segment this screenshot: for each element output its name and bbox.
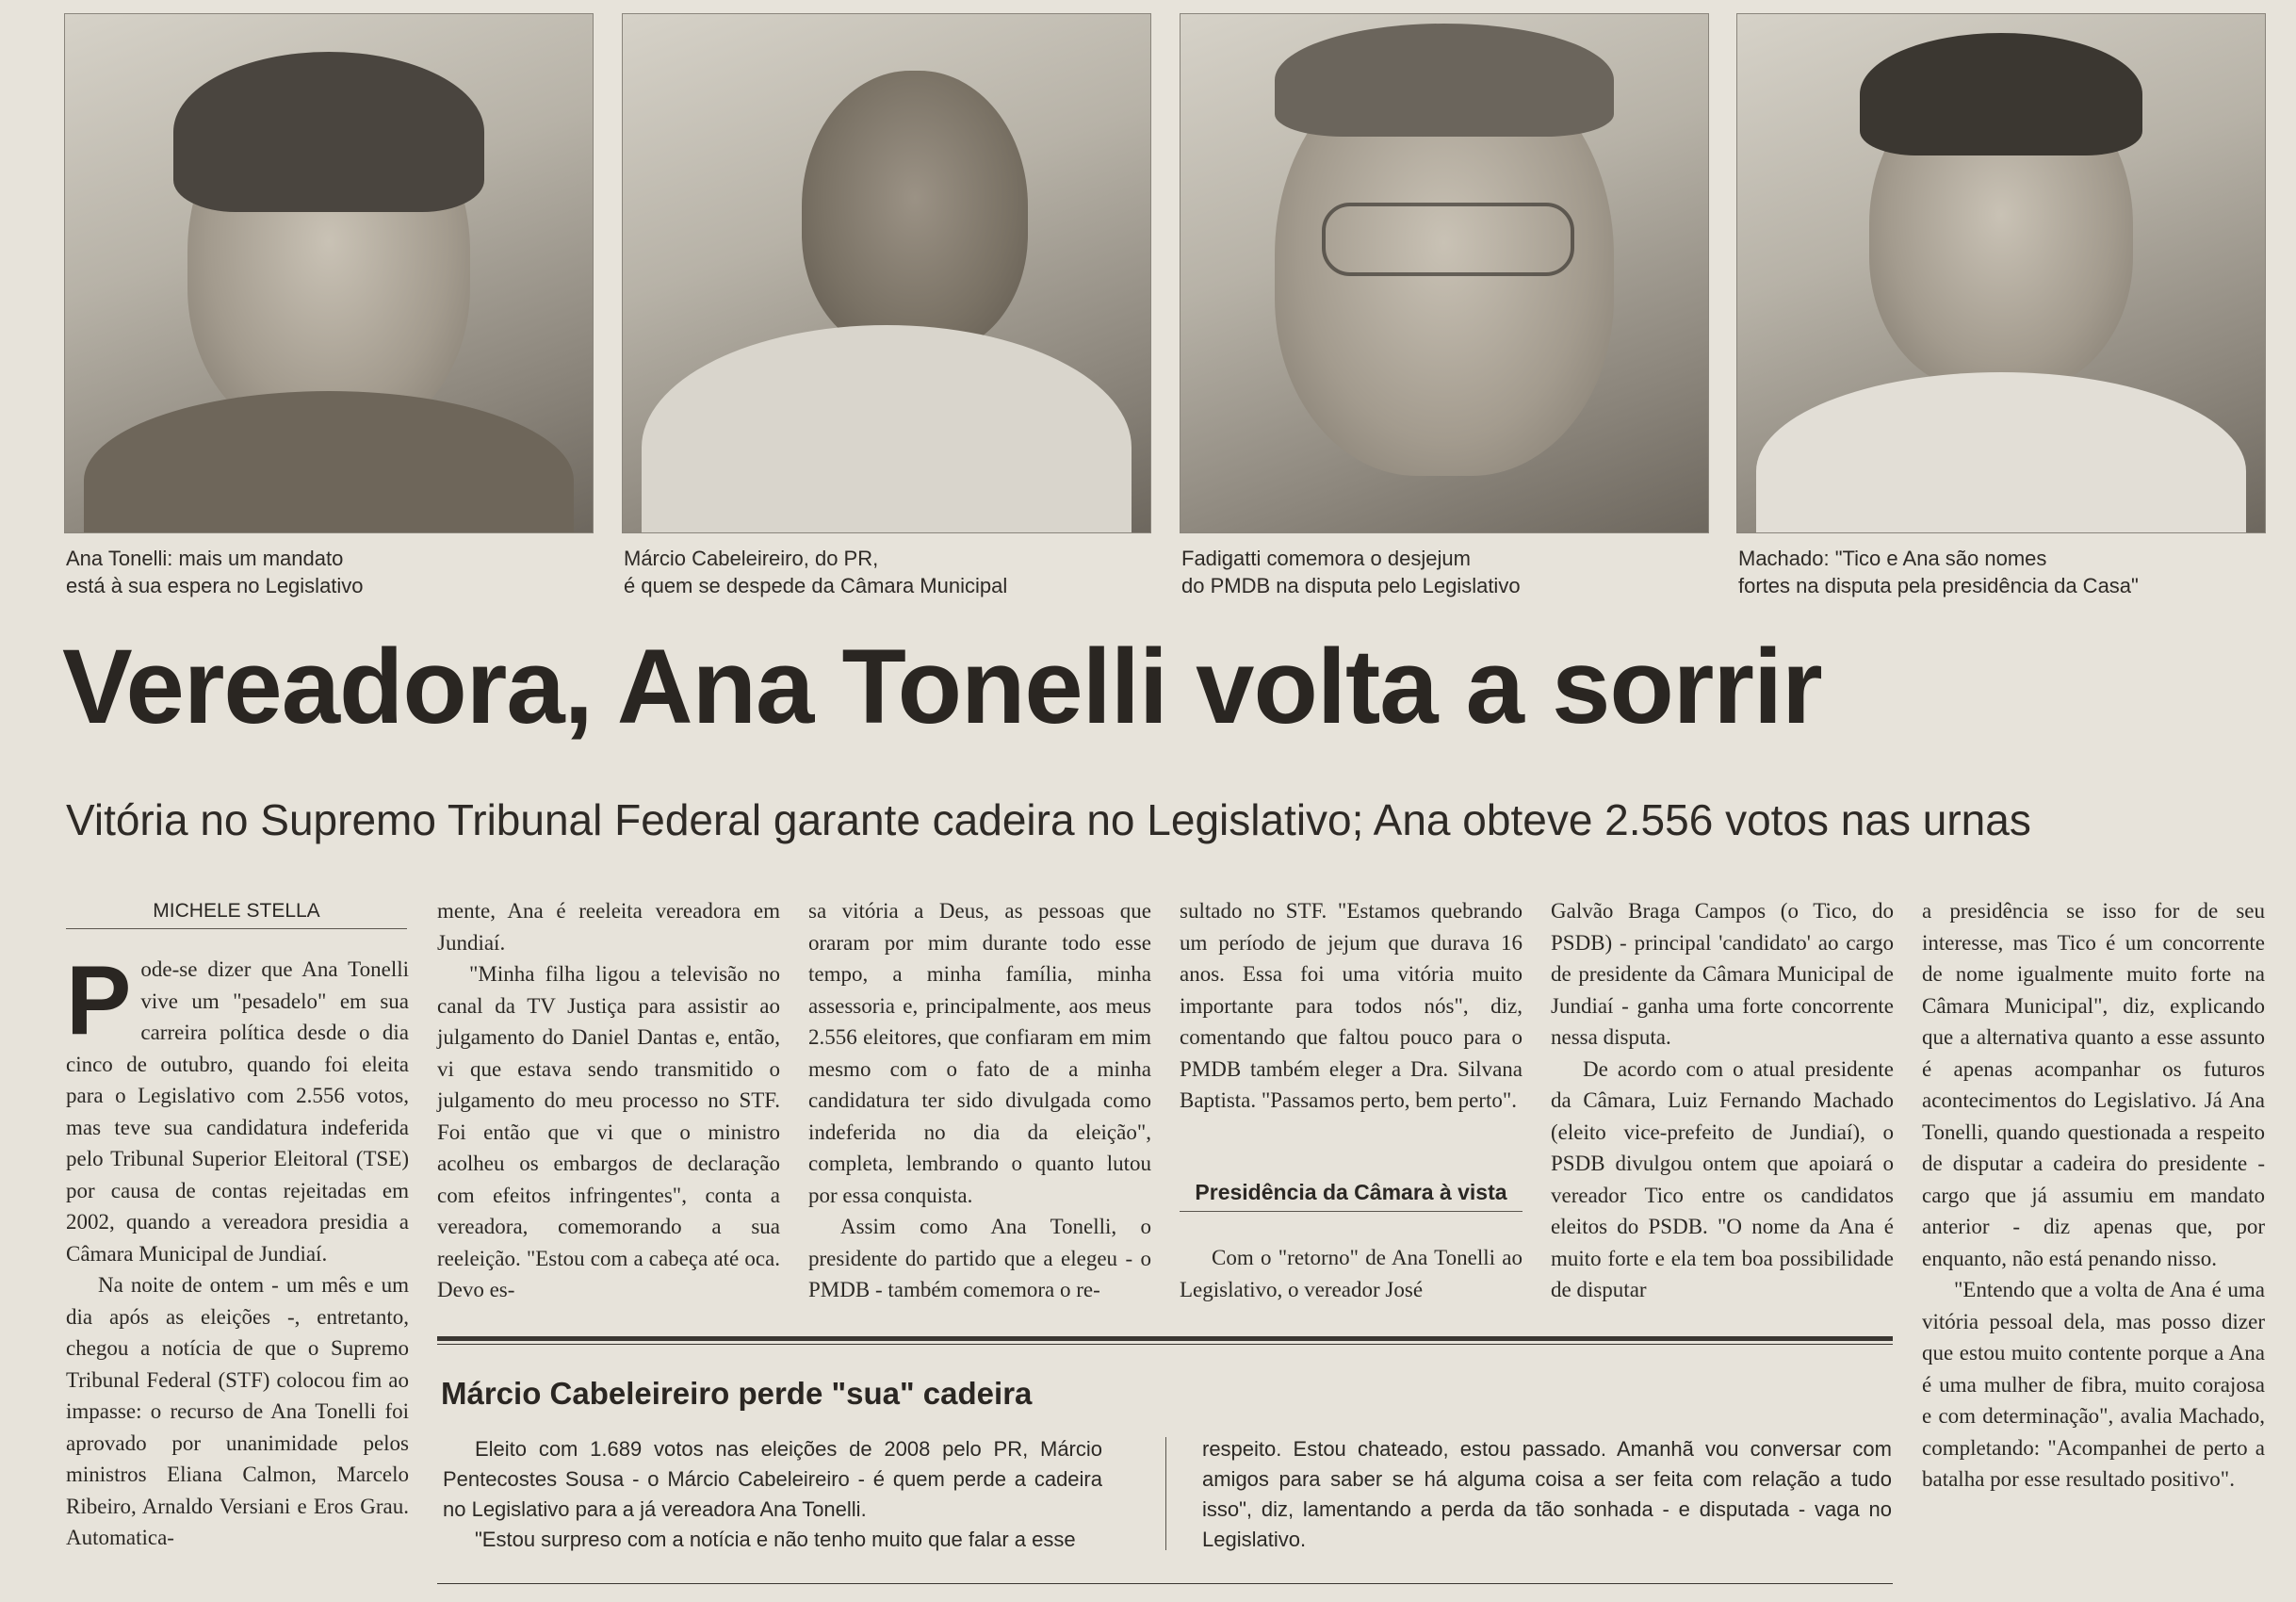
portrait-shoulders <box>1756 372 2246 533</box>
box-column-right <box>1202 1434 1892 1555</box>
box-paragraph: respeito. Estou chateado, estou passado. Amanhã vou conversar com amigos para saber se há alguma coisa a ser feita com relação a tudo isso", diz, lamentando a perda da tão sonhada - e disputada - vaga no Legislativo. <box>1202 1437 1892 1551</box>
article-paragraph: a presidência se isso for de seu interesse, mas Tico é um concorrente de nome igualmente muito forte na Câmara Municipal", diz, explicando que a alternativa quanto a esse assunto é apenas acompanhar os futuros acontecimentos do Legislativo. Já Ana Tonelli, quando questionada a respeito de disputar a cadeira do presidente - cargo que já assumiu em mandato anterior - diz apenas que, por enquanto, não está penando nisso. <box>1922 899 2265 1270</box>
article-column-1 <box>66 946 409 1554</box>
subheadline: Vitória no Supremo Tribunal Federal garante cadeira no Legislativo; Ana obteve 2.556 votos nas urnas <box>66 795 2031 844</box>
box-title: Márcio Cabeleireiro perde "sua" cadeira <box>441 1376 1033 1411</box>
caption-line: do PMDB na disputa pelo Legislativo <box>1181 574 1521 597</box>
article-paragraph: Na noite de ontem - um mês e um dia após as eleições -, entretanto, chegou a notícia de que o Supremo Tribunal Federal (STF) colocou fim ao impasse: o recurso de Ana Tonelli foi aprovado por unanimidade pelos ministros Eliana Calmon, Marcelo Ribeiro, Arnaldo Versiani e Eros Grau. Automatica- <box>66 1273 409 1549</box>
article-column-5 <box>1551 895 1894 1306</box>
article-column-4-continued <box>1180 1242 1523 1305</box>
photo-caption <box>66 545 594 599</box>
box-column-left <box>443 1434 1102 1555</box>
caption-line: é quem se despede da Câmara Municipal <box>624 574 1008 597</box>
box-paragraph: Eleito com 1.689 votos nas eleições de 2008 pelo PR, Márcio Pentecostes Sousa - o Márcio Cabeleireiro - é quem perde a cadeira no Legislativo para a já vereadora Ana Tonelli. <box>443 1437 1102 1521</box>
photo-machado <box>1736 13 2266 533</box>
caption-line: Machado: "Tico e Ana são nomes <box>1738 547 2047 570</box>
article-paragraph: De acordo com o atual presidente da Câmara, Luiz Fernando Machado (eleito vice-prefeito de Jundiaí), o PSDB divulgou ontem que apoiará o vereador Tico entre os candidatos eleitos do PSDB. "O nome da Ana é muito forte e ela tem boa possibilidade de disputar <box>1551 1056 1894 1301</box>
box-bottom-rule <box>437 1583 1893 1584</box>
photo-fadigatti <box>1180 13 1709 533</box>
paragraph-text: ode-se dizer que Ana Tonelli vive um "pesadelo" em sua carreira política desde o dia cinco de outubro, quando foi eleita para o Legislativo com 2.556 votos, mas teve sua candidatura indeferida pelo Tribunal Superior Eleitoral (TSE) por causa de contas rejeitadas em 2002, quando a vereadora presidia a Câmara Municipal de Jundiaí. <box>66 957 409 1266</box>
article-paragraph: Com o "retorno" de Ana Tonelli ao Legislativo, o vereador José <box>1180 1246 1523 1301</box>
box-divider <box>1165 1437 1166 1550</box>
article-paragraph: "Minha filha ligou a televisão no canal da TV Justiça para assistir ao julgamento do Daniel Dantas e, então, vi que estava sendo transmitido o julgamento do meu processo no STF. Foi então que vi que o ministro acolheu os embargos de declaração com efeitos infringentes", conta a vereadora, comemorando a sua reeleição. "Estou com a cabeça até oca. Devo es- <box>437 962 780 1301</box>
article-paragraph: sultado no STF. "Estamos quebrando um período de jejum que durava 16 anos. Essa foi uma vitória muito importante para todos nós", diz, comentando que faltou pouco para o PMDB também eleger a Dra. Silvana Baptista. "Passamos perto, bem perto". <box>1180 899 1523 1112</box>
portrait-shoulders <box>642 325 1132 533</box>
portrait-hair <box>173 52 484 212</box>
article-column-6 <box>1922 895 2265 1496</box>
portrait-hair <box>1275 24 1614 137</box>
article-paragraph <box>66 946 409 1269</box>
box-top-rule <box>437 1336 1893 1345</box>
article-paragraph: sa vitória a Deus, as pessoas que oraram por mim durante todo esse tempo, a minha família, minha assessoria e, principalmente, aos meus 2.556 eleitores, que confiaram em mim mesmo com o fato de a minha candidatura ter sido divulgada como indeferida no dia da eleição", completa, lembrando o quanto lutou por essa conquista. <box>808 899 1151 1207</box>
photo-caption <box>624 545 1151 599</box>
article-paragraph: Galvão Braga Campos (o Tico, do PSDB) - principal 'candidato' ao cargo de presidente da Câmara Municipal de Jundiaí - ganha uma forte concorrente nessa disputa. <box>1551 899 1894 1049</box>
article-column-3 <box>808 895 1151 1306</box>
article-paragraph: "Entendo que a volta de Ana é uma vitória pessoal dela, mas posso dizer que estou muito contente porque a Ana é uma mulher de fibra, muito corajosa e com determinação", avalia Machado, completando: "Acompanhei de perto a batalha por esse resultado positivo". <box>1922 1278 2265 1491</box>
photo-marcio-cabeleireiro <box>622 13 1151 533</box>
caption-line: Fadigatti comemora o desjejum <box>1181 547 1471 570</box>
box-paragraph: "Estou surpreso com a notícia e não tenho muito que falar a esse <box>475 1528 1076 1551</box>
portrait-face <box>802 71 1028 353</box>
portrait-shoulders <box>84 391 574 533</box>
photo-caption <box>1738 545 2266 599</box>
article-paragraph: mente, Ana é reeleita vereadora em Jundiaí. <box>437 899 780 955</box>
photo-ana-tonelli <box>64 13 594 533</box>
byline: MICHELE STELLA <box>66 900 407 929</box>
article-column-2 <box>437 895 780 1306</box>
headline: Vereadora, Ana Tonelli volta a sorrir <box>62 628 1822 745</box>
caption-line: está à sua espera no Legislativo <box>66 574 364 597</box>
article-paragraph: Assim como Ana Tonelli, o presidente do partido que a elegeu - o PMDB - também comemora o re- <box>808 1215 1151 1301</box>
drop-cap: P <box>66 946 132 1055</box>
portrait-glasses <box>1322 203 1574 276</box>
section-subtitle: Presidência da Câmara à vista <box>1180 1180 1523 1212</box>
photo-caption <box>1181 545 1709 599</box>
caption-line: fortes na disputa pela presidência da Casa" <box>1738 574 2139 597</box>
portrait-hair <box>1860 33 2142 155</box>
caption-line: Márcio Cabeleireiro, do PR, <box>624 547 879 570</box>
caption-line: Ana Tonelli: mais um mandato <box>66 547 344 570</box>
article-column-4 <box>1180 895 1523 1117</box>
